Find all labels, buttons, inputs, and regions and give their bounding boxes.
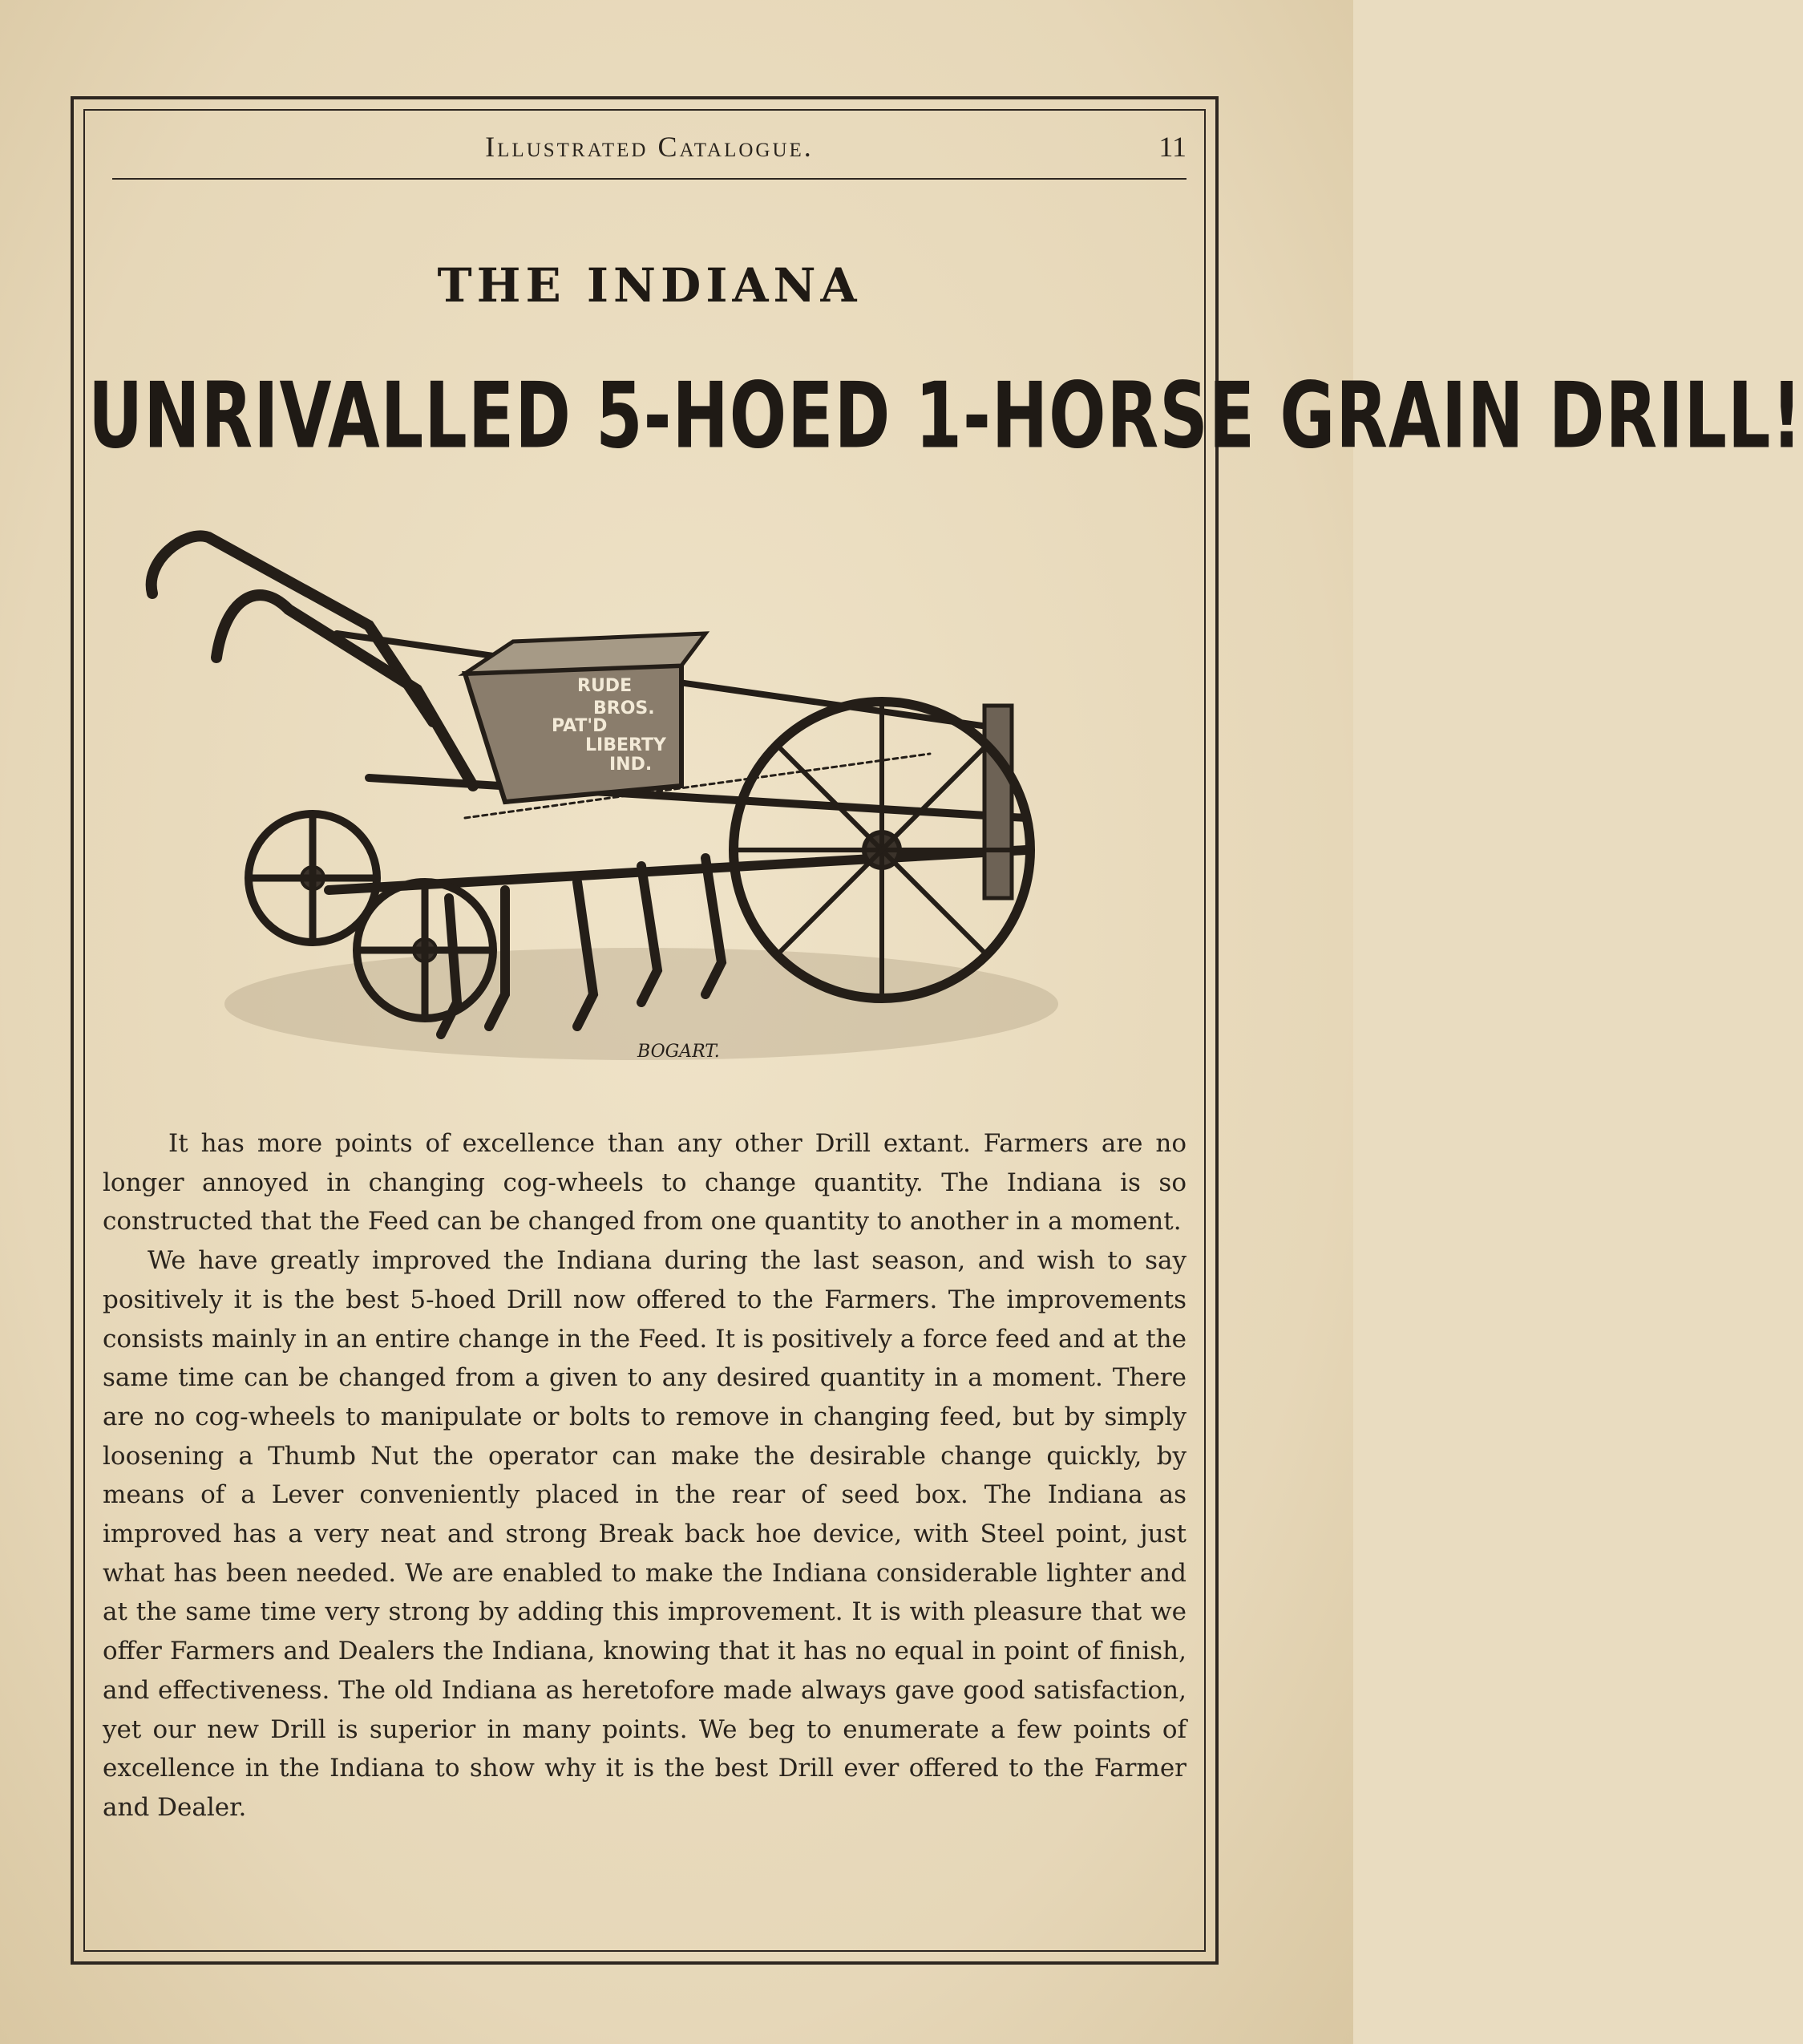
product-subtitle-heading: UNRIVALLED 5-HOED 1-HORSE GRAIN DRILL!	[88, 362, 1803, 469]
seed-box-lid	[465, 633, 705, 674]
lettering-rude: RUDE	[577, 676, 633, 696]
paragraph-1: It has more points of excellence than any other Drill extant. Farmers are no longer annoyed in changing cog-wheels to change quantity. The Indiana is so constructed that the Feed can be changed from one quantity to another in a moment.	[103, 1129, 1187, 1237]
running-title: Illustrated Catalogue.	[485, 131, 814, 163]
lettering-liberty: LIBERTY	[585, 735, 666, 755]
right-handle	[216, 595, 473, 786]
paragraph-2: We have greatly improved the Indiana during the last season, and wish to say positively it is the best 5-hoed Drill now offered to the Farmers. The improvements consists mainly in an entire change in the Feed. It is positively a force feed and at the same time can be changed from a given to any desired quantity in a moment. There are no cog-wheels to manipulate or bolts to remove in changing feed, but by simply loosening a Thumb Nut the operator can make the desirable change quickly, by means of a Lever conveniently placed in the rear of seed box. The Indiana as improved has a very neat and strong Break back hoe device, with Steel point, just what has been needed. We are enabled to make the Indiana considerable lighter and at the same time very strong by adding this improvement. It is with pleasure that we offer Farmers and Dealers the Indiana, knowing that it has no equal in point of finish, and effectiveness. The old Indiana as heretofore made always gave good satisfaction, yet our new Drill is superior in many points. We beg to enumerate a few points of excellence in the Indiana to show why it is the best Drill ever offered to the Farmer and Dealer.	[103, 1246, 1187, 1822]
lettering-patd: PAT'D	[552, 716, 608, 736]
engraver-signature: BOGART.	[637, 1042, 720, 1062]
product-name-heading: THE INDIANA	[437, 258, 862, 313]
rear-post	[984, 706, 1012, 898]
frame-beam-mid	[369, 778, 1026, 818]
body-text	[103, 1124, 1187, 1827]
lettering-ind: IND.	[609, 755, 653, 775]
header-rule	[112, 178, 1187, 180]
page-number: 11	[1158, 131, 1187, 163]
left-handle	[152, 536, 433, 722]
grain-drill-illustration	[128, 513, 1170, 1091]
running-head	[112, 127, 1187, 175]
lettering-bros: BROS.	[593, 698, 655, 718]
